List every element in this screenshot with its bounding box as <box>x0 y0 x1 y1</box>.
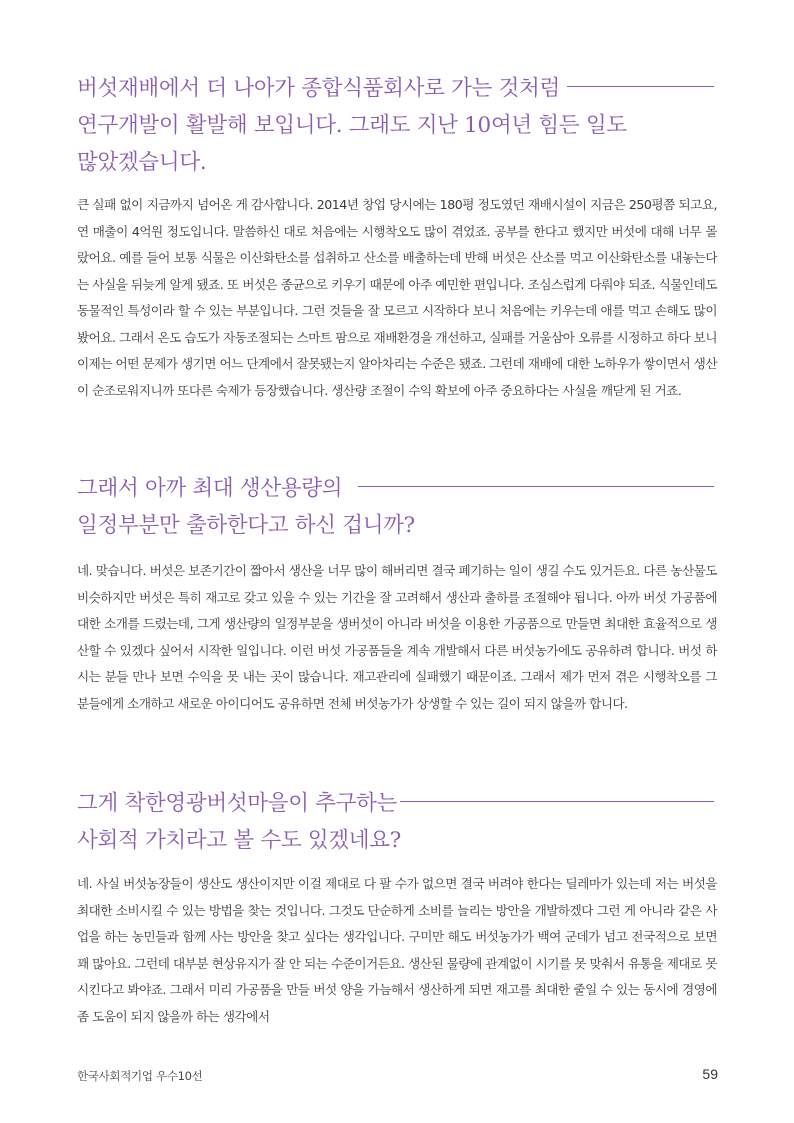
heading-rule <box>358 486 714 487</box>
question-line: 사회적 가치라고 볼 수도 있겠네요? <box>77 828 401 853</box>
answer-paragraph: 네. 맞습니다. 버섯은 보존기간이 짧아서 생산을 너무 많이 해버리면 결국 폐기하는 일이 생길 수도 있거든요. 다른 농산물도 비슷하지만 버섯은 특히 재고로 갖고 있을 수 있는 기간을 잘 고려해서 생산과 출하를 조절해야 됩니다. 아까 버섯 가공품에 대한 소개를 드렸는데, 그게 생산량의 일정부분을 생버섯이 아니라 버섯을 이용한 가공품으로 만들면 최대한 효율적으로 생산할 수 있겠다 싶어서 시작한 일입니다. 이런 버섯 가공품들을 계속 개발해서 다른 버섯농가에도 공유하려 합니다. 버섯 하시는 분들 만나 보면 수익을 못 내는 곳이 많습니다. 재고관리에 실패했기 때문이죠. 그래서 제가 먼저 겪은 시행착오를 그 분들에게 소개하고 새로운 아이디어도 공유하면 전체 버섯농가가 상생할 수 있는 길이 되지 않을까 합니다. <box>77 563 717 711</box>
question-heading <box>77 785 717 859</box>
heading-rule <box>400 801 714 802</box>
question-line: 버섯재배에서 더 나아가 종합식품회사로 가는 것처럼 <box>77 76 560 101</box>
footer-publication: 한국사회적기업 우수10선 <box>77 1069 203 1083</box>
question-line: 그게 착한영광버섯마을이 추구하는 <box>77 791 398 816</box>
section-1 <box>77 70 717 404</box>
page-number: 59 <box>702 1066 718 1082</box>
answer-paragraph: 큰 실패 없이 지금까지 넘어온 게 감사합니다. 2014년 창업 당시에는 180평 정도였던 재배시설이 지금은 250평쯤 되고요, 연 매출이 4억원 정도입니다. 말씀하신 대로 처음에는 시행착오도 많이 겪었죠. 공부를 한다고 했지만 버섯에 대해 너무 몰랐어요. 예를 들어 보통 식물은 이산화탄소를 섭취하고 산소를 배출하는데 반해 버섯은 산소를 먹고 이산화탄소를 내놓는다는 사실을 뒤늦게 알게 됐죠. 또 버섯은 종균으로 키우기 때문에 아주 예민한 편입니다. 조심스럽게 다뤄야 되죠. 식물인데도 동물적인 특성이라 할 수 있는 부분입니다. 그런 것들을 잘 모르고 시작하다 보니 처음에는 키우는데 애를 먹고 손해도 많이 봤어요. 그래서 온도 습도가 자동조절되는 스마트 팜으로 재배환경을 개선하고, 실패를 거울삼아 오류를 시정하고 하다 보니 이제는 어떤 문제가 생기면 어느 단계에서 잘못됐는지 알아차리는 수준은 됐죠. 그런데 재배에 대한 노하우가 쌓이면서 생산이 순조로워지니까 또다른 숙제가 등장했습니다. 생산량 조절이 수익 확보에 아주 중요하다는 사실을 깨닫게 된 거죠. <box>77 197 717 398</box>
question-heading <box>77 470 717 544</box>
question-line: 일정부분만 출하한다고 하신 겁니까? <box>77 513 415 538</box>
answer-paragraph: 네. 사실 버섯농장들이 생산도 생산이지만 이걸 제대로 다 팔 수가 없으면 결국 버려야 한다는 딜레마가 있는데 저는 버섯을 최대한 소비시킬 수 있는 방법을 찾는 것입니다. 그것도 단순하게 소비를 늘리는 방안을 개발하겠다 그런 게 아니라 같은 사업을 하는 농민들과 함께 사는 방안을 찾고 싶다는 생각입니다. 구미만 해도 버섯농가가 백여 군데가 넘고 전국적으로 보면 꽤 많아요. 그런데 대부분 현상유지가 잘 안 되는 수준이거든요. 생산된 물량에 관계없이 시기를 못 맞춰서 유통을 제대로 못 시킨다고 봐야죠. 그래서 미리 가공품을 만들 버섯 양을 가늠해서 생산하게 되면 재고를 최대한 줄일 수 있는 동시에 경영에 좀 도움이 되지 않을까 하는 생각에서 <box>77 876 717 1024</box>
question-line: 많았겠습니다. <box>77 150 207 175</box>
heading-rule <box>567 86 714 87</box>
section-3 <box>77 785 717 1030</box>
question-line: 그래서 아까 최대 생산용량의 <box>77 476 343 501</box>
section-2 <box>77 470 717 717</box>
question-line: 연구개발이 활발해 보입니다. 그래도 지난 10여년 힘든 일도 <box>77 113 627 138</box>
